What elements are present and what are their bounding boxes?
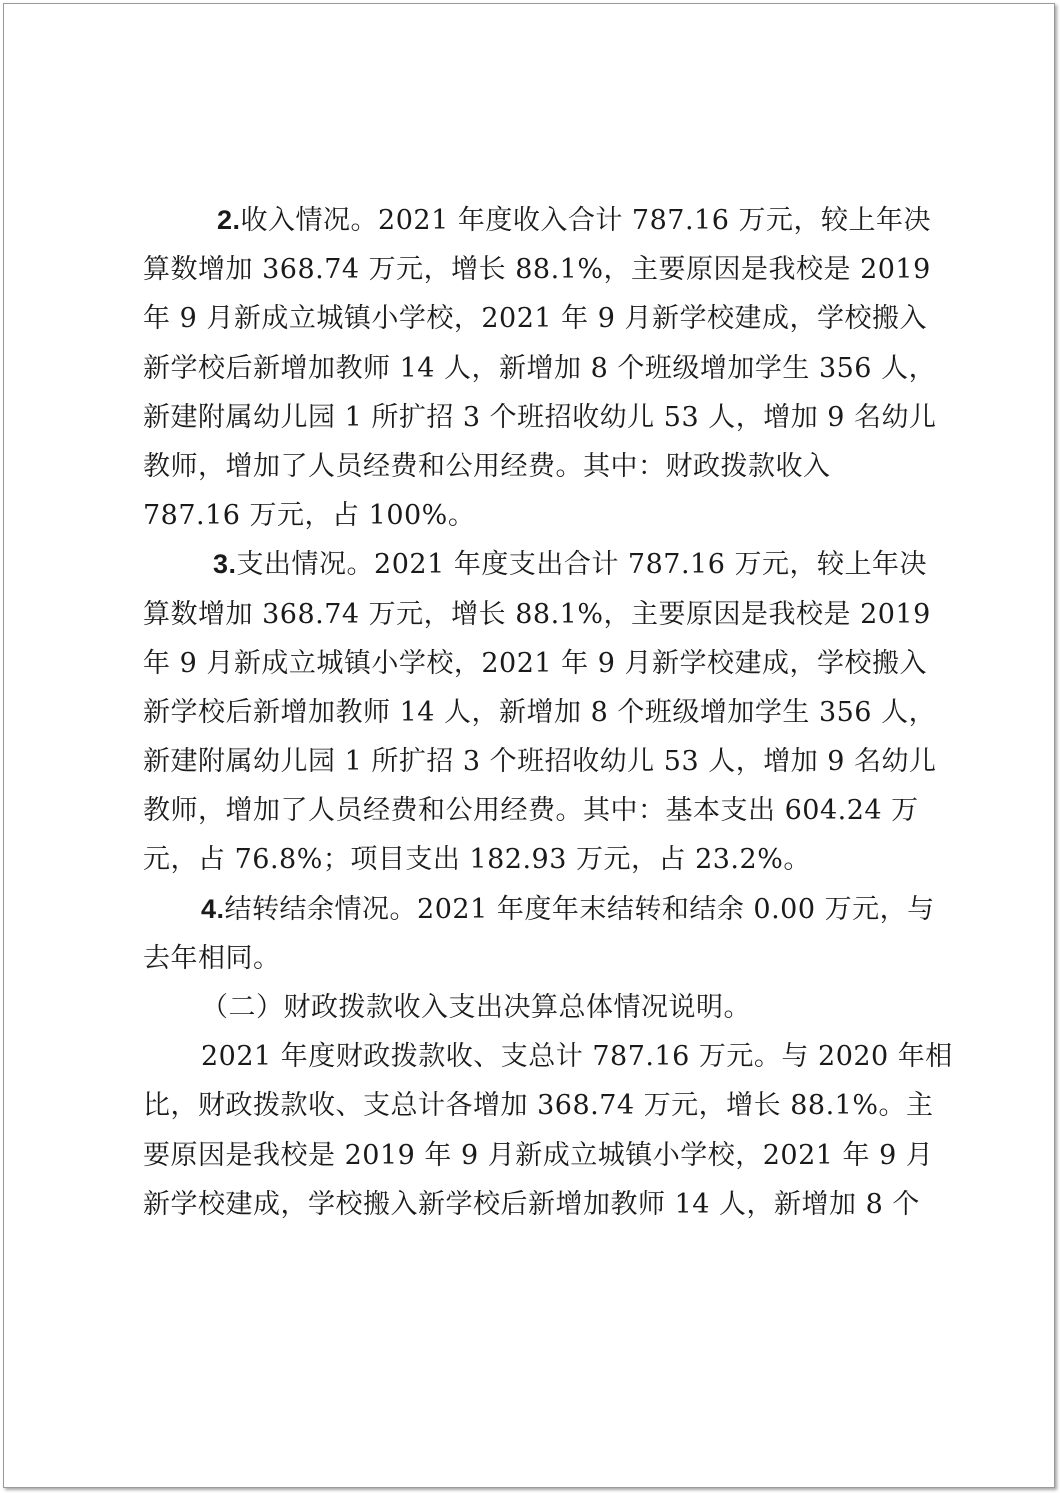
section-heading: （二）财政拨款收入支出决算总体情况说明。 <box>201 992 751 1023</box>
paragraph-line: 3.支出情况。2021 年度支出合计 787.16 万元，较上年决 <box>213 549 927 581</box>
paragraph-line: 新学校后新增加教师 14 人，新增加 8 个班级增加学生 356 人， <box>143 696 937 728</box>
paragraph-line: 新建附属幼儿园 1 所扩招 3 个班招收幼儿 53 人，增加 9 名幼儿 <box>143 746 937 778</box>
document-body <box>143 196 953 1229</box>
paragraph-line: 算数增加 368.74 万元，增长 88.1%，主要原因是我校是 2019 <box>143 598 931 630</box>
paragraph-line: 新学校后新增加教师 14 人，新增加 8 个班级增加学生 356 人， <box>143 352 937 384</box>
section-number: 3. <box>213 549 237 580</box>
paragraph-line: 去年相同。 <box>143 942 281 974</box>
paragraph-line: 2.收入情况。2021 年度收入合计 787.16 万元，较上年决 <box>217 205 931 236</box>
section-number: 4. <box>201 893 225 924</box>
paragraph-carryover <box>143 885 935 983</box>
paragraph-income <box>143 196 937 540</box>
paragraph-fiscal-summary <box>143 1032 953 1229</box>
paragraph-line: 比，财政拨款收、支总计各增加 368.74 万元，增长 88.1%。主 <box>143 1090 934 1122</box>
paragraph-line: 新建附属幼儿园 1 所扩招 3 个班招收幼儿 53 人，增加 9 名幼儿 <box>143 401 937 433</box>
paragraph-line: 年 9 月新成立城镇小学校，2021 年 9 月新学校建成，学校搬入 <box>143 303 927 335</box>
paragraph-expenditure <box>143 540 937 884</box>
section-number: 2. <box>217 205 241 235</box>
paragraph-line: 新学校建成，学校搬入新学校后新增加教师 14 人，新增加 8 个 <box>143 1188 920 1220</box>
paragraph-line: 年 9 月新成立城镇小学校，2021 年 9 月新学校建成，学校搬入 <box>143 647 927 679</box>
paragraph-line: 教师，增加了人员经费和公用经费。其中：财政拨款收入 <box>143 450 831 482</box>
paragraph-line: 2021 年度财政拨款收、支总计 787.16 万元。与 2020 年相 <box>201 1041 953 1073</box>
paragraph-line: 教师，增加了人员经费和公用经费。其中：基本支出 604.24 万 <box>143 795 919 827</box>
paragraph-line: 元，占 76.8%；项目支出 182.93 万元，占 23.2%。 <box>143 844 811 876</box>
paragraph-line: 4.结转结余情况。2021 年度年末结转和结余 0.00 万元，与 <box>201 893 935 925</box>
paragraph-line: 算数增加 368.74 万元，增长 88.1%，主要原因是我校是 2019 <box>143 254 931 286</box>
paragraph-line: 787.16 万元，占 100%。 <box>143 500 476 532</box>
paragraph-line: 要原因是我校是 2019 年 9 月新成立城镇小学校，2021 年 9 月 <box>143 1139 934 1171</box>
